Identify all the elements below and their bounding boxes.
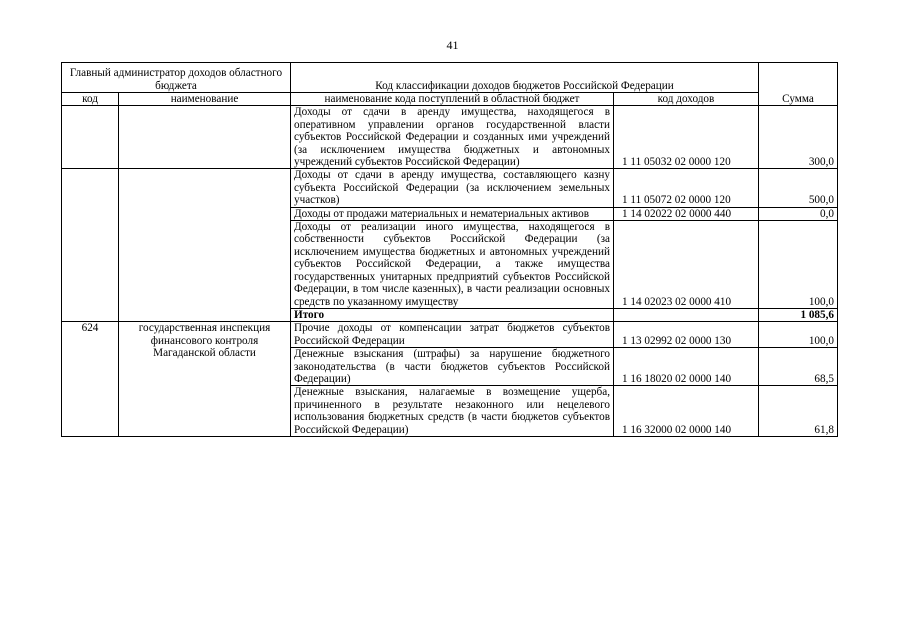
income-code-cell: 1 16 18020 02 0000 140 — [614, 348, 759, 386]
sum-cell: 61,8 — [759, 386, 838, 437]
receipt-name-cell: Доходы от реализации иного имущества, находящегося в собственности субъектов Российской Федерации (за исключением имущества бюджетных и автономных учреждений субъектов Российской Федерации, а также имущества государственных унитарных предприятий субъектов Российской Федерации, в том числе казенных), в части реализации основных средств по указанному имуществу — [291, 221, 614, 309]
classification-group-header: Код классификации доходов бюджетов Российской Федерации — [291, 63, 759, 93]
table-row — [62, 322, 838, 348]
admin-name-cell: государственная инспекция финансового контроля Магаданской области — [119, 322, 291, 437]
total-label: Итого — [291, 308, 614, 321]
income-code-cell: 1 14 02022 02 0000 440 — [614, 207, 759, 220]
table-subheader-row — [62, 93, 838, 106]
sum-cell: 500,0 — [759, 169, 838, 207]
receipt-name-cell: Доходы от сдачи в аренду имущества, составляющего казну субъекта Российской Федерации (за исключением земельных участков) — [291, 169, 614, 207]
table-header-row — [62, 63, 838, 93]
table-row — [62, 106, 838, 169]
page-number: 41 — [446, 38, 459, 52]
income-code-column-header: код доходов — [614, 93, 759, 106]
income-code-cell: 1 13 02992 02 0000 130 — [614, 322, 759, 348]
revenue-table — [61, 62, 838, 437]
name-column-header: наименование — [119, 93, 291, 106]
income-code-cell: 1 11 05032 02 0000 120 — [614, 106, 759, 169]
admin-group-header: Главный администратор доходов областного бюджета — [62, 63, 291, 93]
admin-code-cell: 624 — [62, 322, 119, 437]
code-column-header: код — [62, 93, 119, 106]
income-code-cell: 1 14 02023 02 0000 410 — [614, 221, 759, 309]
income-code-cell: 1 11 05072 02 0000 120 — [614, 169, 759, 207]
sum-cell: 0,0 — [759, 207, 838, 220]
sum-cell: 300,0 — [759, 106, 838, 169]
admin-name-cell — [119, 169, 291, 322]
receipt-name-cell: Денежные взыскания (штрафы) за нарушение бюджетного законодательства (в части бюджетов субъектов Российской Федерации) — [291, 348, 614, 386]
total-code-cell — [614, 308, 759, 321]
receipt-name-cell: Доходы от сдачи в аренду имущества, находящегося в оперативном управлении органов государственной власти субъектов Российской Федерации и созданных ими учреждений (за исключением имущества бюджетных и автономных учреждений субъектов Российской Федерации) — [291, 106, 614, 169]
admin-code-cell — [62, 169, 119, 322]
admin-code-cell — [62, 106, 119, 169]
sum-cell: 68,5 — [759, 348, 838, 386]
sum-header: Сумма — [759, 63, 838, 106]
receipt-name-cell: Доходы от продажи материальных и нематериальных активов — [291, 207, 614, 220]
admin-name-cell — [119, 106, 291, 169]
income-code-cell: 1 16 32000 02 0000 140 — [614, 386, 759, 437]
receipt-name-cell: Прочие доходы от компенсации затрат бюджетов субъектов Российской Федерации — [291, 322, 614, 348]
sum-cell: 100,0 — [759, 221, 838, 309]
receipt-name-cell: Денежные взыскания, налагаемые в возмещение ущерба, причиненного в результате незаконного или нецелевого использования бюджетных средств (в части бюджетов субъектов Российской Федерации) — [291, 386, 614, 437]
table-row — [62, 169, 838, 207]
receipt-name-column-header: наименование кода поступлений в областной бюджет — [291, 93, 614, 106]
total-sum: 1 085,6 — [759, 308, 838, 321]
sum-cell: 100,0 — [759, 322, 838, 348]
